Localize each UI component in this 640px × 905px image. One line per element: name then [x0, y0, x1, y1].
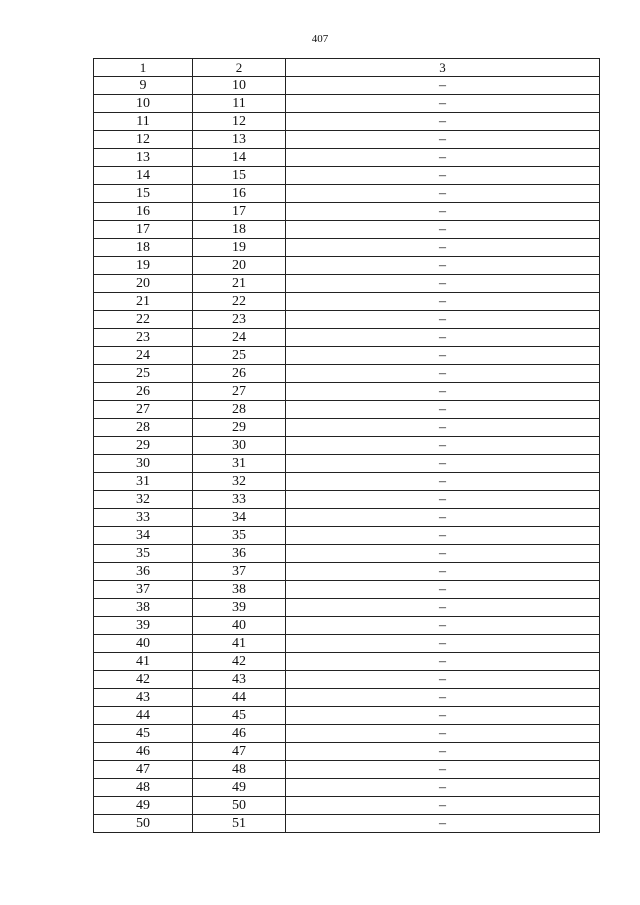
table-row — [94, 599, 600, 617]
table-row — [94, 347, 600, 365]
table-cell-col1: 16 — [94, 203, 193, 221]
table-cell-col2: 26 — [193, 365, 286, 383]
table-cell-col3: – — [286, 329, 600, 347]
table-cell-col1: 45 — [94, 725, 193, 743]
table-cell-col2: 14 — [193, 149, 286, 167]
table-cell-col1: 48 — [94, 779, 193, 797]
table-cell-col3: – — [286, 167, 600, 185]
table-cell-col3: – — [286, 113, 600, 131]
table-row — [94, 275, 600, 293]
table-cell-col3: – — [286, 257, 600, 275]
table-cell-col3: – — [286, 779, 600, 797]
table-cell-col3: – — [286, 149, 600, 167]
table-cell-col2: 33 — [193, 491, 286, 509]
table-cell-col1: 38 — [94, 599, 193, 617]
table-cell-col3: – — [286, 635, 600, 653]
table-cell-col1: 47 — [94, 761, 193, 779]
table-cell-col2: 15 — [193, 167, 286, 185]
table-cell-col3: – — [286, 221, 600, 239]
table-cell-col1: 32 — [94, 491, 193, 509]
table-cell-col2: 21 — [193, 275, 286, 293]
table-cell-col3: – — [286, 617, 600, 635]
table-cell-col3: – — [286, 653, 600, 671]
table-cell-col2: 24 — [193, 329, 286, 347]
table-cell-col2: 22 — [193, 293, 286, 311]
table-cell-col2: 47 — [193, 743, 286, 761]
table-row — [94, 509, 600, 527]
table-cell-col1: 15 — [94, 185, 193, 203]
table-cell-col2: 28 — [193, 401, 286, 419]
table-cell-col1: 30 — [94, 455, 193, 473]
column-header-3: 3 — [286, 59, 600, 77]
table-cell-col2: 48 — [193, 761, 286, 779]
table-cell-col3: – — [286, 509, 600, 527]
table-row — [94, 257, 600, 275]
table-cell-col1: 18 — [94, 239, 193, 257]
table-cell-col2: 12 — [193, 113, 286, 131]
table-cell-col1: 9 — [94, 77, 193, 95]
table-cell-col1: 40 — [94, 635, 193, 653]
table-row — [94, 437, 600, 455]
table-row — [94, 725, 600, 743]
table-cell-col2: 32 — [193, 473, 286, 491]
table-cell-col1: 33 — [94, 509, 193, 527]
table-cell-col3: – — [286, 545, 600, 563]
table-cell-col1: 20 — [94, 275, 193, 293]
table-row — [94, 617, 600, 635]
table-cell-col2: 17 — [193, 203, 286, 221]
table-cell-col3: – — [286, 293, 600, 311]
table-cell-col1: 50 — [94, 815, 193, 833]
table-cell-col1: 17 — [94, 221, 193, 239]
table-cell-col1: 42 — [94, 671, 193, 689]
table-row — [94, 761, 600, 779]
table-cell-col1: 35 — [94, 545, 193, 563]
table-cell-col2: 25 — [193, 347, 286, 365]
table-cell-col2: 30 — [193, 437, 286, 455]
table-row — [94, 239, 600, 257]
table-cell-col2: 50 — [193, 797, 286, 815]
table-cell-col1: 19 — [94, 257, 193, 275]
table-cell-col2: 45 — [193, 707, 286, 725]
table-cell-col2: 49 — [193, 779, 286, 797]
table-cell-col1: 37 — [94, 581, 193, 599]
table-row — [94, 329, 600, 347]
table-row — [94, 311, 600, 329]
table-cell-col3: – — [286, 95, 600, 113]
table-cell-col2: 37 — [193, 563, 286, 581]
table-cell-col3: – — [286, 77, 600, 95]
table-row — [94, 779, 600, 797]
table-cell-col3: – — [286, 455, 600, 473]
table-cell-col1: 10 — [94, 95, 193, 113]
table-row — [94, 527, 600, 545]
table-cell-col2: 20 — [193, 257, 286, 275]
table-row — [94, 419, 600, 437]
table-row — [94, 689, 600, 707]
table-cell-col3: – — [286, 743, 600, 761]
table-row — [94, 491, 600, 509]
table-cell-col2: 39 — [193, 599, 286, 617]
table-cell-col1: 12 — [94, 131, 193, 149]
table-cell-col2: 10 — [193, 77, 286, 95]
table-cell-col2: 40 — [193, 617, 286, 635]
table-cell-col1: 11 — [94, 113, 193, 131]
table-cell-col3: – — [286, 347, 600, 365]
table-cell-col3: – — [286, 815, 600, 833]
table-cell-col1: 25 — [94, 365, 193, 383]
table-row — [94, 653, 600, 671]
table-row — [94, 635, 600, 653]
data-table — [93, 58, 600, 833]
table-cell-col3: – — [286, 275, 600, 293]
table-cell-col3: – — [286, 563, 600, 581]
table-cell-col2: 13 — [193, 131, 286, 149]
table-cell-col1: 36 — [94, 563, 193, 581]
table-cell-col2: 36 — [193, 545, 286, 563]
table-cell-col3: – — [286, 437, 600, 455]
table-row — [94, 77, 600, 95]
table-cell-col3: – — [286, 761, 600, 779]
table-row — [94, 707, 600, 725]
table-cell-col2: 44 — [193, 689, 286, 707]
table-cell-col2: 16 — [193, 185, 286, 203]
table-cell-col3: – — [286, 671, 600, 689]
table-cell-col1: 14 — [94, 167, 193, 185]
table-row — [94, 113, 600, 131]
table-cell-col1: 26 — [94, 383, 193, 401]
table-cell-col1: 13 — [94, 149, 193, 167]
table-cell-col1: 21 — [94, 293, 193, 311]
table-row — [94, 743, 600, 761]
table-cell-col1: 22 — [94, 311, 193, 329]
table-row — [94, 563, 600, 581]
table-cell-col1: 28 — [94, 419, 193, 437]
table-cell-col3: – — [286, 527, 600, 545]
table-cell-col3: – — [286, 689, 600, 707]
table-cell-col3: – — [286, 239, 600, 257]
table-cell-col1: 23 — [94, 329, 193, 347]
table-row — [94, 167, 600, 185]
table-row — [94, 545, 600, 563]
table-cell-col2: 51 — [193, 815, 286, 833]
table-cell-col3: – — [286, 383, 600, 401]
table-cell-col3: – — [286, 131, 600, 149]
table-cell-col3: – — [286, 491, 600, 509]
table-row — [94, 365, 600, 383]
table-cell-col1: 41 — [94, 653, 193, 671]
table-cell-col3: – — [286, 797, 600, 815]
table-cell-col1: 43 — [94, 689, 193, 707]
table-cell-col1: 39 — [94, 617, 193, 635]
table-cell-col3: – — [286, 707, 600, 725]
column-header-2: 2 — [193, 59, 286, 77]
table-cell-col2: 19 — [193, 239, 286, 257]
table-row — [94, 581, 600, 599]
table-cell-col1: 31 — [94, 473, 193, 491]
table-row — [94, 473, 600, 491]
table-cell-col1: 34 — [94, 527, 193, 545]
table-cell-col3: – — [286, 203, 600, 221]
table-cell-col2: 11 — [193, 95, 286, 113]
table-cell-col3: – — [286, 401, 600, 419]
table-cell-col3: – — [286, 419, 600, 437]
table-cell-col3: – — [286, 599, 600, 617]
table-row — [94, 293, 600, 311]
table-row — [94, 203, 600, 221]
table-cell-col3: – — [286, 581, 600, 599]
table-cell-col1: 27 — [94, 401, 193, 419]
table-cell-col1: 24 — [94, 347, 193, 365]
table-cell-col2: 29 — [193, 419, 286, 437]
page-number: 407 — [311, 33, 329, 45]
table-cell-col2: 38 — [193, 581, 286, 599]
column-header-1: 1 — [94, 59, 193, 77]
table-cell-col2: 23 — [193, 311, 286, 329]
table-cell-col2: 41 — [193, 635, 286, 653]
table-cell-col2: 18 — [193, 221, 286, 239]
table-cell-col3: – — [286, 365, 600, 383]
table-row — [94, 149, 600, 167]
table-cell-col3: – — [286, 185, 600, 203]
table-cell-col2: 42 — [193, 653, 286, 671]
table-cell-col3: – — [286, 311, 600, 329]
table-cell-col3: – — [286, 725, 600, 743]
table-cell-col3: – — [286, 473, 600, 491]
table-cell-col2: 46 — [193, 725, 286, 743]
table-row — [94, 797, 600, 815]
table-cell-col1: 29 — [94, 437, 193, 455]
table-row — [94, 95, 600, 113]
table-cell-col1: 49 — [94, 797, 193, 815]
table-row — [94, 221, 600, 239]
table-row — [94, 185, 600, 203]
table-row — [94, 383, 600, 401]
table-row — [94, 131, 600, 149]
table-cell-col1: 46 — [94, 743, 193, 761]
table-cell-col2: 34 — [193, 509, 286, 527]
table-header-row — [94, 59, 600, 77]
table-cell-col2: 35 — [193, 527, 286, 545]
table-cell-col2: 27 — [193, 383, 286, 401]
table-cell-col1: 44 — [94, 707, 193, 725]
table-row — [94, 401, 600, 419]
table-body — [94, 77, 600, 833]
table-row — [94, 671, 600, 689]
table-cell-col2: 43 — [193, 671, 286, 689]
table-cell-col2: 31 — [193, 455, 286, 473]
table-row — [94, 815, 600, 833]
table-row — [94, 455, 600, 473]
